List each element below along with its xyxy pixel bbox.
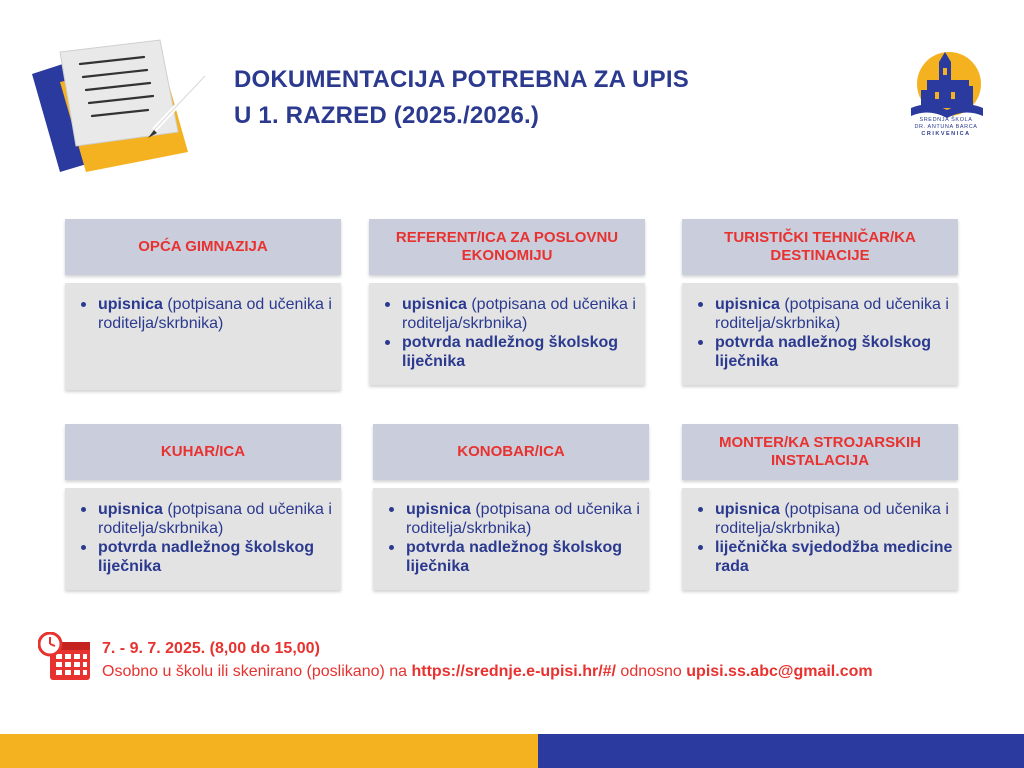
requirement-item: potvrda nadležnog školskog liječnika (98, 538, 341, 576)
program-header-konobar (373, 424, 649, 480)
requirement-item: potvrda nadležnog školskog liječnika (406, 538, 649, 576)
program-header-referent (369, 219, 645, 275)
program-requirements-konobar (373, 488, 649, 590)
submission-info: Osobno u školu ili skenirano (poslikano) na https://srednje.e-upisi.hr/#/ odnosno upisi.ss.abc@gmail.com (102, 663, 873, 680)
program-header-gimnazija (65, 219, 341, 275)
requirement-item: upisnica (potpisana od učenika i roditelja/skrbnika) (402, 295, 645, 333)
program-header-turisticki (682, 219, 958, 275)
title-line-1: DOKUMENTACIJA POTREBNA ZA UPIS (234, 66, 689, 93)
logo-text-line-2: DR. ANTUNA BARCA (914, 124, 978, 130)
page-title (234, 62, 689, 134)
school-logo-text (900, 117, 992, 138)
program-requirements-turisticki (682, 283, 958, 385)
logo-text-line-3: CRIKVENICA (921, 131, 971, 137)
requirement-item: upisnica (potpisana od učenika i roditelja/skrbnika) (715, 295, 958, 333)
program-name: MONTER/KA STROJARSKIH INSTALACIJA (719, 434, 921, 469)
program-header-monter (682, 424, 958, 480)
contact-email-link[interactable]: upisi.ss.abc@gmail.com (686, 663, 873, 680)
requirement-item: potvrda nadležnog školskog liječnika (402, 333, 645, 371)
logo-text-line-1: SREDNJA ŠKOLA (919, 117, 973, 123)
footer-bar-blue (538, 734, 1024, 768)
program-header-kuhar (65, 424, 341, 480)
program-requirements-kuhar (65, 488, 341, 590)
requirement-item: potvrda nadležnog školskog liječnika (715, 333, 958, 371)
requirement-item: upisnica (potpisana od učenika i roditelja/skrbnika) (715, 500, 958, 538)
documents-illustration (20, 30, 220, 180)
program-requirements-monter (682, 488, 958, 590)
footer-bar-yellow (0, 734, 538, 768)
requirement-item: liječnička svjedodžba medicine rada (715, 538, 958, 576)
calendar-clock-icon (38, 632, 94, 682)
requirement-item: upisnica (potpisana od učenika i roditelja/skrbnika) (406, 500, 649, 538)
program-name: KUHAR/ICA (160, 443, 246, 460)
program-name: OPĆA GIMNAZIJA (138, 238, 268, 255)
requirement-item: upisnica (potpisana od učenika i roditelja/skrbnika) (98, 500, 341, 538)
program-requirements-referent (369, 283, 645, 385)
enrollment-dates: 7. - 9. 7. 2025. (8,00 do 15,00) (102, 640, 320, 657)
program-requirements-gimnazija (65, 283, 341, 390)
program-name: KONOBAR/ICA (457, 443, 565, 460)
title-line-2: U 1. RAZRED (2025./2026.) (234, 102, 540, 129)
program-name: TURISTIČKI TEHNIČAR/KA DESTINACIJE (724, 229, 916, 264)
e-upisi-link[interactable]: https://srednje.e-upisi.hr/#/ (411, 663, 616, 680)
program-name: REFERENT/ICA ZA POSLOVNU EKONOMIJU (395, 229, 619, 264)
requirement-item: upisnica (potpisana od učenika i roditelja/skrbnika) (98, 295, 341, 333)
